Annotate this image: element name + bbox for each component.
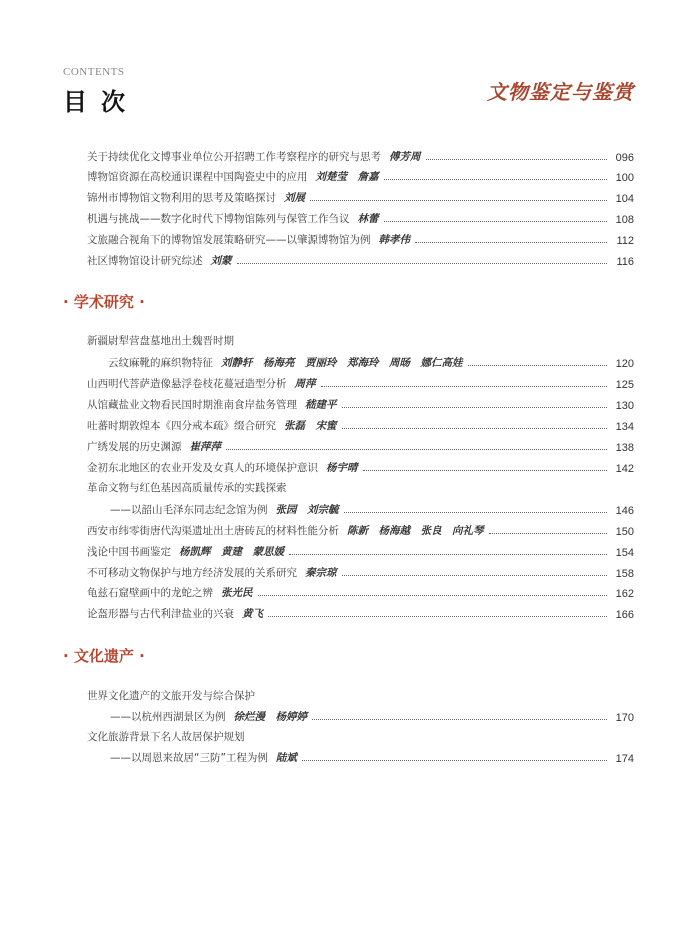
leader-dots [344, 511, 608, 513]
entry-title: 关于持续优化文博事业单位公开招聘工作考察程序的研究与思考 [87, 151, 381, 163]
toc-entry[interactable] [110, 745, 634, 765]
entry-page: 174 [615, 753, 634, 765]
leader-dots [268, 615, 607, 617]
leader-dots [363, 469, 608, 471]
entry-authors: 韩孝伟 [378, 234, 410, 246]
leader-dots [426, 158, 608, 160]
entry-title: 从馆藏盐业文物看民国时期淮南食岸盐务管理 [87, 399, 297, 411]
entry-authors: 杨宇晴 [326, 462, 358, 474]
entry-authors: 秦宗琼 [305, 567, 337, 579]
leader-dots [302, 759, 607, 761]
entry-page: 154 [615, 547, 634, 559]
entry-page: 138 [615, 442, 634, 454]
entry-authors: 刘蒙 [210, 255, 232, 267]
entry-title: ——以韶山毛泽东同志纪念馆为例 [110, 504, 268, 516]
entry-authors: 杨凯辉 黄建 蒙思媛 [179, 546, 284, 558]
entry-authors: 周萍 [294, 378, 316, 390]
toc-entry[interactable] [108, 350, 634, 370]
toc-entry[interactable] [87, 371, 634, 391]
toc-entry[interactable] [110, 497, 634, 517]
toc-entry[interactable] [87, 455, 634, 475]
leader-dots [258, 594, 608, 596]
toc-entry[interactable] [87, 560, 634, 580]
entry-title: 文化旅游背景下名人故居保护规划 [87, 731, 245, 743]
entry-title: ——以周恩来故居“三防”工程为例 [110, 752, 268, 764]
section-heading-academic: · 学术研究 · [63, 293, 145, 311]
entry-authors: 张磊 宋蜜 [284, 420, 337, 432]
toc-entry[interactable] [87, 392, 634, 412]
entry-page: 158 [615, 568, 634, 580]
entry-title: 革命文物与红色基因高质量传承的实践探索 [87, 482, 287, 494]
entry-title: 西安市纬零街唐代沟渠遗址出土唐砖瓦的材料性能分析 [87, 525, 339, 537]
entry-page: 170 [615, 712, 634, 724]
toc-entry[interactable] [87, 185, 634, 205]
toc-entry[interactable] [87, 164, 634, 184]
entry-title: 新疆尉犁营盘墓地出土魏晋时期 [87, 335, 234, 347]
entry-page: 100 [615, 172, 634, 184]
entry-page: 112 [616, 235, 634, 247]
toc-entry[interactable] [87, 144, 634, 164]
entry-page: 096 [615, 152, 634, 164]
toc-entry[interactable] [87, 601, 634, 621]
toc-entry[interactable] [87, 580, 634, 600]
entry-title: 社区博物馆设计研究综述 [87, 255, 203, 267]
entry-authors: 陆斌 [275, 752, 297, 764]
entry-authors: 黄飞 [242, 608, 263, 620]
leader-dots [342, 427, 608, 429]
entry-page: 146 [615, 505, 634, 517]
toc-entry[interactable] [87, 206, 634, 226]
entry-title: 博物馆资源在高校通识课程中国陶瓷史中的应用 [87, 171, 308, 183]
entry-authors: 崔萍萍 [189, 441, 221, 453]
entry-authors: 张光民 [221, 587, 253, 599]
entry-authors: 嵇建平 [305, 399, 337, 411]
entry-title: 浅论中国书画鉴定 [87, 546, 171, 558]
entry-page: 116 [616, 256, 634, 268]
entry-title: 不可移动文物保护与地方经济发展的关系研究 [87, 567, 297, 579]
leader-dots [321, 385, 608, 387]
contents-en-label: CONTENTS [63, 66, 125, 78]
toc-entry[interactable] [87, 539, 634, 559]
toc-entry[interactable] [87, 227, 634, 247]
entry-title: ——以杭州西湖景区为例 [110, 711, 226, 723]
page-title: 目次 [63, 87, 139, 116]
toc-entry[interactable] [87, 248, 634, 268]
entry-page: 125 [615, 379, 634, 391]
entry-title: 机遇与挑战——数字化时代下博物馆陈列与保管工作刍议 [87, 213, 350, 225]
entry-page: 162 [615, 588, 634, 600]
entry-title: 吐蕃时期敦煌本《四分戒本疏》缀合研究 [87, 420, 276, 432]
leader-dots [468, 364, 608, 366]
entry-title: 龟兹石窟壁画中的龙蛇之辨 [87, 587, 213, 599]
leader-dots [237, 262, 608, 264]
leader-dots [384, 178, 608, 180]
entry-page: 120 [615, 358, 634, 370]
toc-entry[interactable] [87, 683, 634, 703]
entry-page: 104 [615, 193, 634, 205]
brand-logo: 文物鉴定与鉴赏 [487, 80, 634, 104]
leader-dots [342, 574, 608, 576]
toc-entry[interactable] [87, 434, 634, 454]
leader-dots [226, 448, 607, 450]
toc-entry[interactable] [87, 475, 634, 495]
entry-title: 金初东北地区的农业开发及女真人的环境保护意识 [87, 462, 318, 474]
entry-authors: 林蕾 [357, 213, 379, 225]
toc-entry[interactable] [87, 724, 634, 744]
entry-title: 山西明代菩萨造像悬浮卷枝花蔓冠造型分析 [87, 378, 287, 390]
section-heading-heritage: · 文化遗产 · [63, 647, 145, 665]
entry-title: 锦州市博物馆文物利用的思考及策略探讨 [87, 192, 276, 204]
leader-dots [312, 718, 607, 720]
entry-page: 134 [615, 421, 634, 433]
toc-entry[interactable] [87, 518, 634, 538]
entry-authors: 陈新 杨海越 张良 向礼琴 [347, 525, 484, 537]
toc-entry[interactable] [87, 328, 634, 348]
entry-authors: 刘展 [284, 192, 305, 204]
entry-page: 166 [615, 609, 634, 621]
entry-title: 世界文化遗产的文旅开发与综合保护 [87, 690, 255, 702]
entry-authors: 刘楚莹 詹嘉 [315, 171, 379, 183]
entry-authors: 徐烂漫 杨婷婷 [233, 711, 307, 723]
leader-dots [310, 199, 607, 201]
leader-dots [342, 406, 608, 408]
entry-page: 142 [615, 463, 634, 475]
leader-dots [415, 241, 607, 243]
entry-page: 108 [615, 214, 634, 226]
toc-entry[interactable] [110, 704, 634, 724]
toc-entry[interactable] [87, 413, 634, 433]
entry-title: 广绣发展的历史渊源 [87, 441, 182, 453]
entry-authors: 傅芳周 [389, 151, 421, 163]
entry-title: 云纹麻靴的麻织物特征 [108, 357, 213, 369]
entry-authors: 张园 刘宗毓 [275, 504, 339, 516]
entry-title: 论盔形器与古代利津盐业的兴衰 [87, 608, 234, 620]
leader-dots [489, 532, 608, 534]
entry-page: 150 [615, 526, 634, 538]
entry-title: 文旅融合视角下的博物馆发展策略研究——以肇源博物馆为例 [87, 234, 371, 246]
entry-authors: 刘静轩 杨海亮 贾丽玲 郑海玲 周旸 娜仁高娃 [221, 357, 463, 369]
leader-dots [289, 553, 607, 555]
entry-page: 130 [615, 400, 634, 412]
leader-dots [384, 220, 608, 222]
